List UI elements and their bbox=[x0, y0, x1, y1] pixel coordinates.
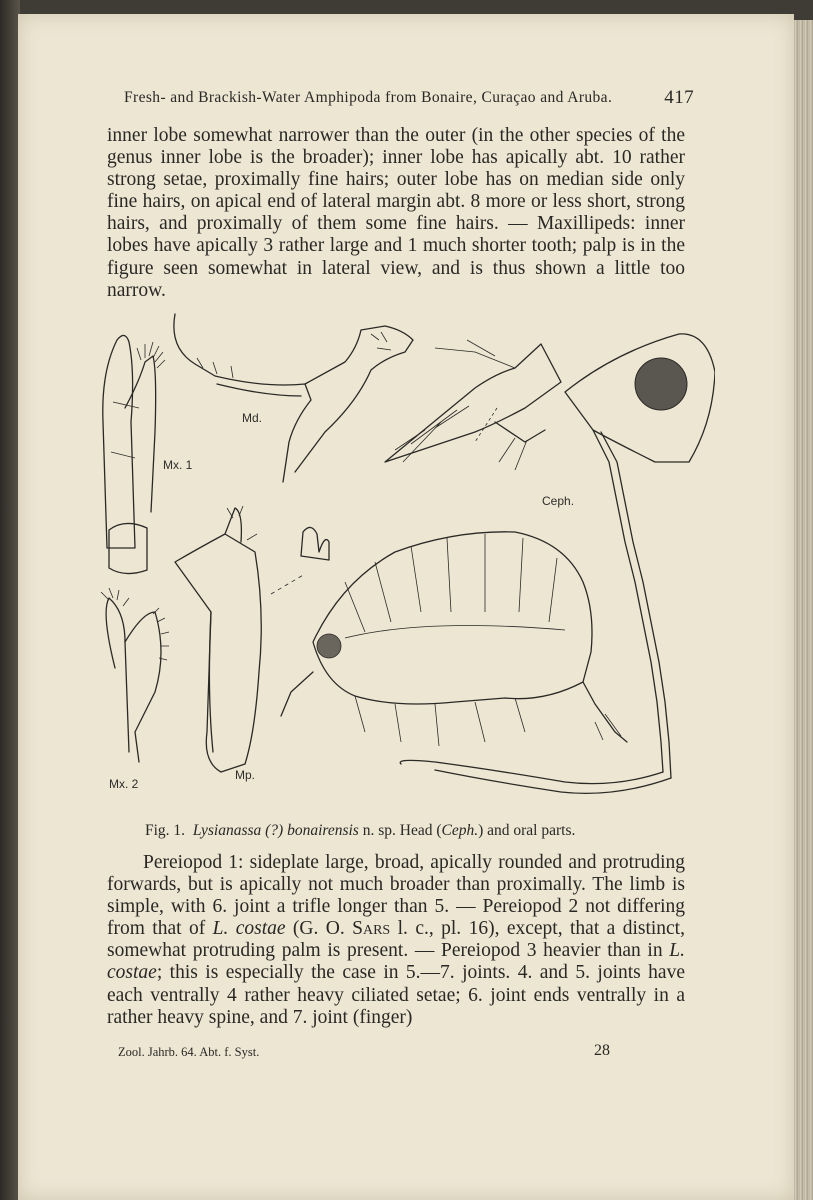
antenna-fragment-drawing bbox=[385, 340, 561, 470]
p2-text-1: Pereiopod 1: sideplate large, broad, apically rounded and protruding forwards, but is apically not much broader than proximally. The limb is simple, with 6. joint a trifle longer than 5. — Pereiopod 2 not differing from that of bbox=[107, 852, 685, 940]
maxilla-1-drawing bbox=[103, 335, 165, 573]
footer-signature: 28 bbox=[594, 1042, 610, 1059]
label-mx1: Mx. 1 bbox=[163, 458, 193, 472]
running-head-title: Fresh- and Brackish-Water Amphipoda from Bonaire, Curaçao and Aruba. bbox=[124, 89, 613, 106]
maxilla-2-drawing bbox=[101, 588, 169, 762]
label-ceph: Ceph. bbox=[542, 494, 575, 508]
page-edge-stack bbox=[794, 20, 813, 1200]
label-mx2: Mx. 2 bbox=[109, 777, 139, 791]
page-footer bbox=[118, 1042, 618, 1060]
binding-shadow bbox=[0, 0, 20, 1200]
p2-species-1: L. costae bbox=[212, 918, 286, 940]
p2-text-2: (G. O. bbox=[285, 918, 353, 940]
p2-author: Sars bbox=[352, 918, 391, 940]
caption-middle: n. sp. Head ( bbox=[358, 822, 442, 839]
figure-caption bbox=[145, 822, 665, 840]
running-head bbox=[124, 89, 694, 109]
figure-1-illustration bbox=[95, 312, 715, 820]
amphipod-body-drawing bbox=[281, 532, 627, 746]
head-ceph-drawing bbox=[400, 334, 715, 793]
label-mp: Mp. bbox=[235, 768, 256, 782]
footer-journal: Zool. Jahrb. 64. Abt. f. Syst. bbox=[118, 1045, 260, 1059]
paragraph-2 bbox=[107, 852, 685, 1029]
p2-text-3: l. c., pl. 16), except, that a distinct, somewhat protruding palm is present. — Pereiopod 3 heavier than in bbox=[107, 918, 685, 962]
p2-text-4: ; this is especially the case in 5.—7. joints. 4. and 5. joints have each ventrally 4 rather heavy ciliated setae; 6. joint ends ventrally in a rather heavy spine, and 7. joint (finger) bbox=[107, 962, 685, 1028]
label-md: Md. bbox=[242, 411, 263, 425]
caption-ceph: Ceph. bbox=[441, 822, 479, 839]
paragraph-1: inner lobe somewhat narrower than the outer (in the other species of the genus inner lobe is the broader); inner lobe has apically abt. 10 rather strong setae, proximally fine hairs; outer lobe has on median side only fine hairs, on apical end of lateral margin abt. 8 more or less short, strong hairs, and proximally of them some fine hairs. — Maxillipeds: inner lobes have apically 3 rather large and 1 much shorter tooth; palp is in the figure seen somewhat in lateral view, and is thus shown a little too narrow. bbox=[107, 125, 685, 301]
maxilliped-drawing bbox=[175, 506, 329, 772]
caption-species: Lysianassa (?) bonairensis bbox=[192, 822, 359, 839]
caption-prefix: Fig. 1. bbox=[145, 822, 186, 839]
p2-species-2: L. costae bbox=[107, 940, 685, 984]
caption-suffix: ) and oral parts. bbox=[478, 822, 576, 839]
mandible-drawing bbox=[174, 314, 413, 482]
page-number: 417 bbox=[664, 87, 694, 108]
